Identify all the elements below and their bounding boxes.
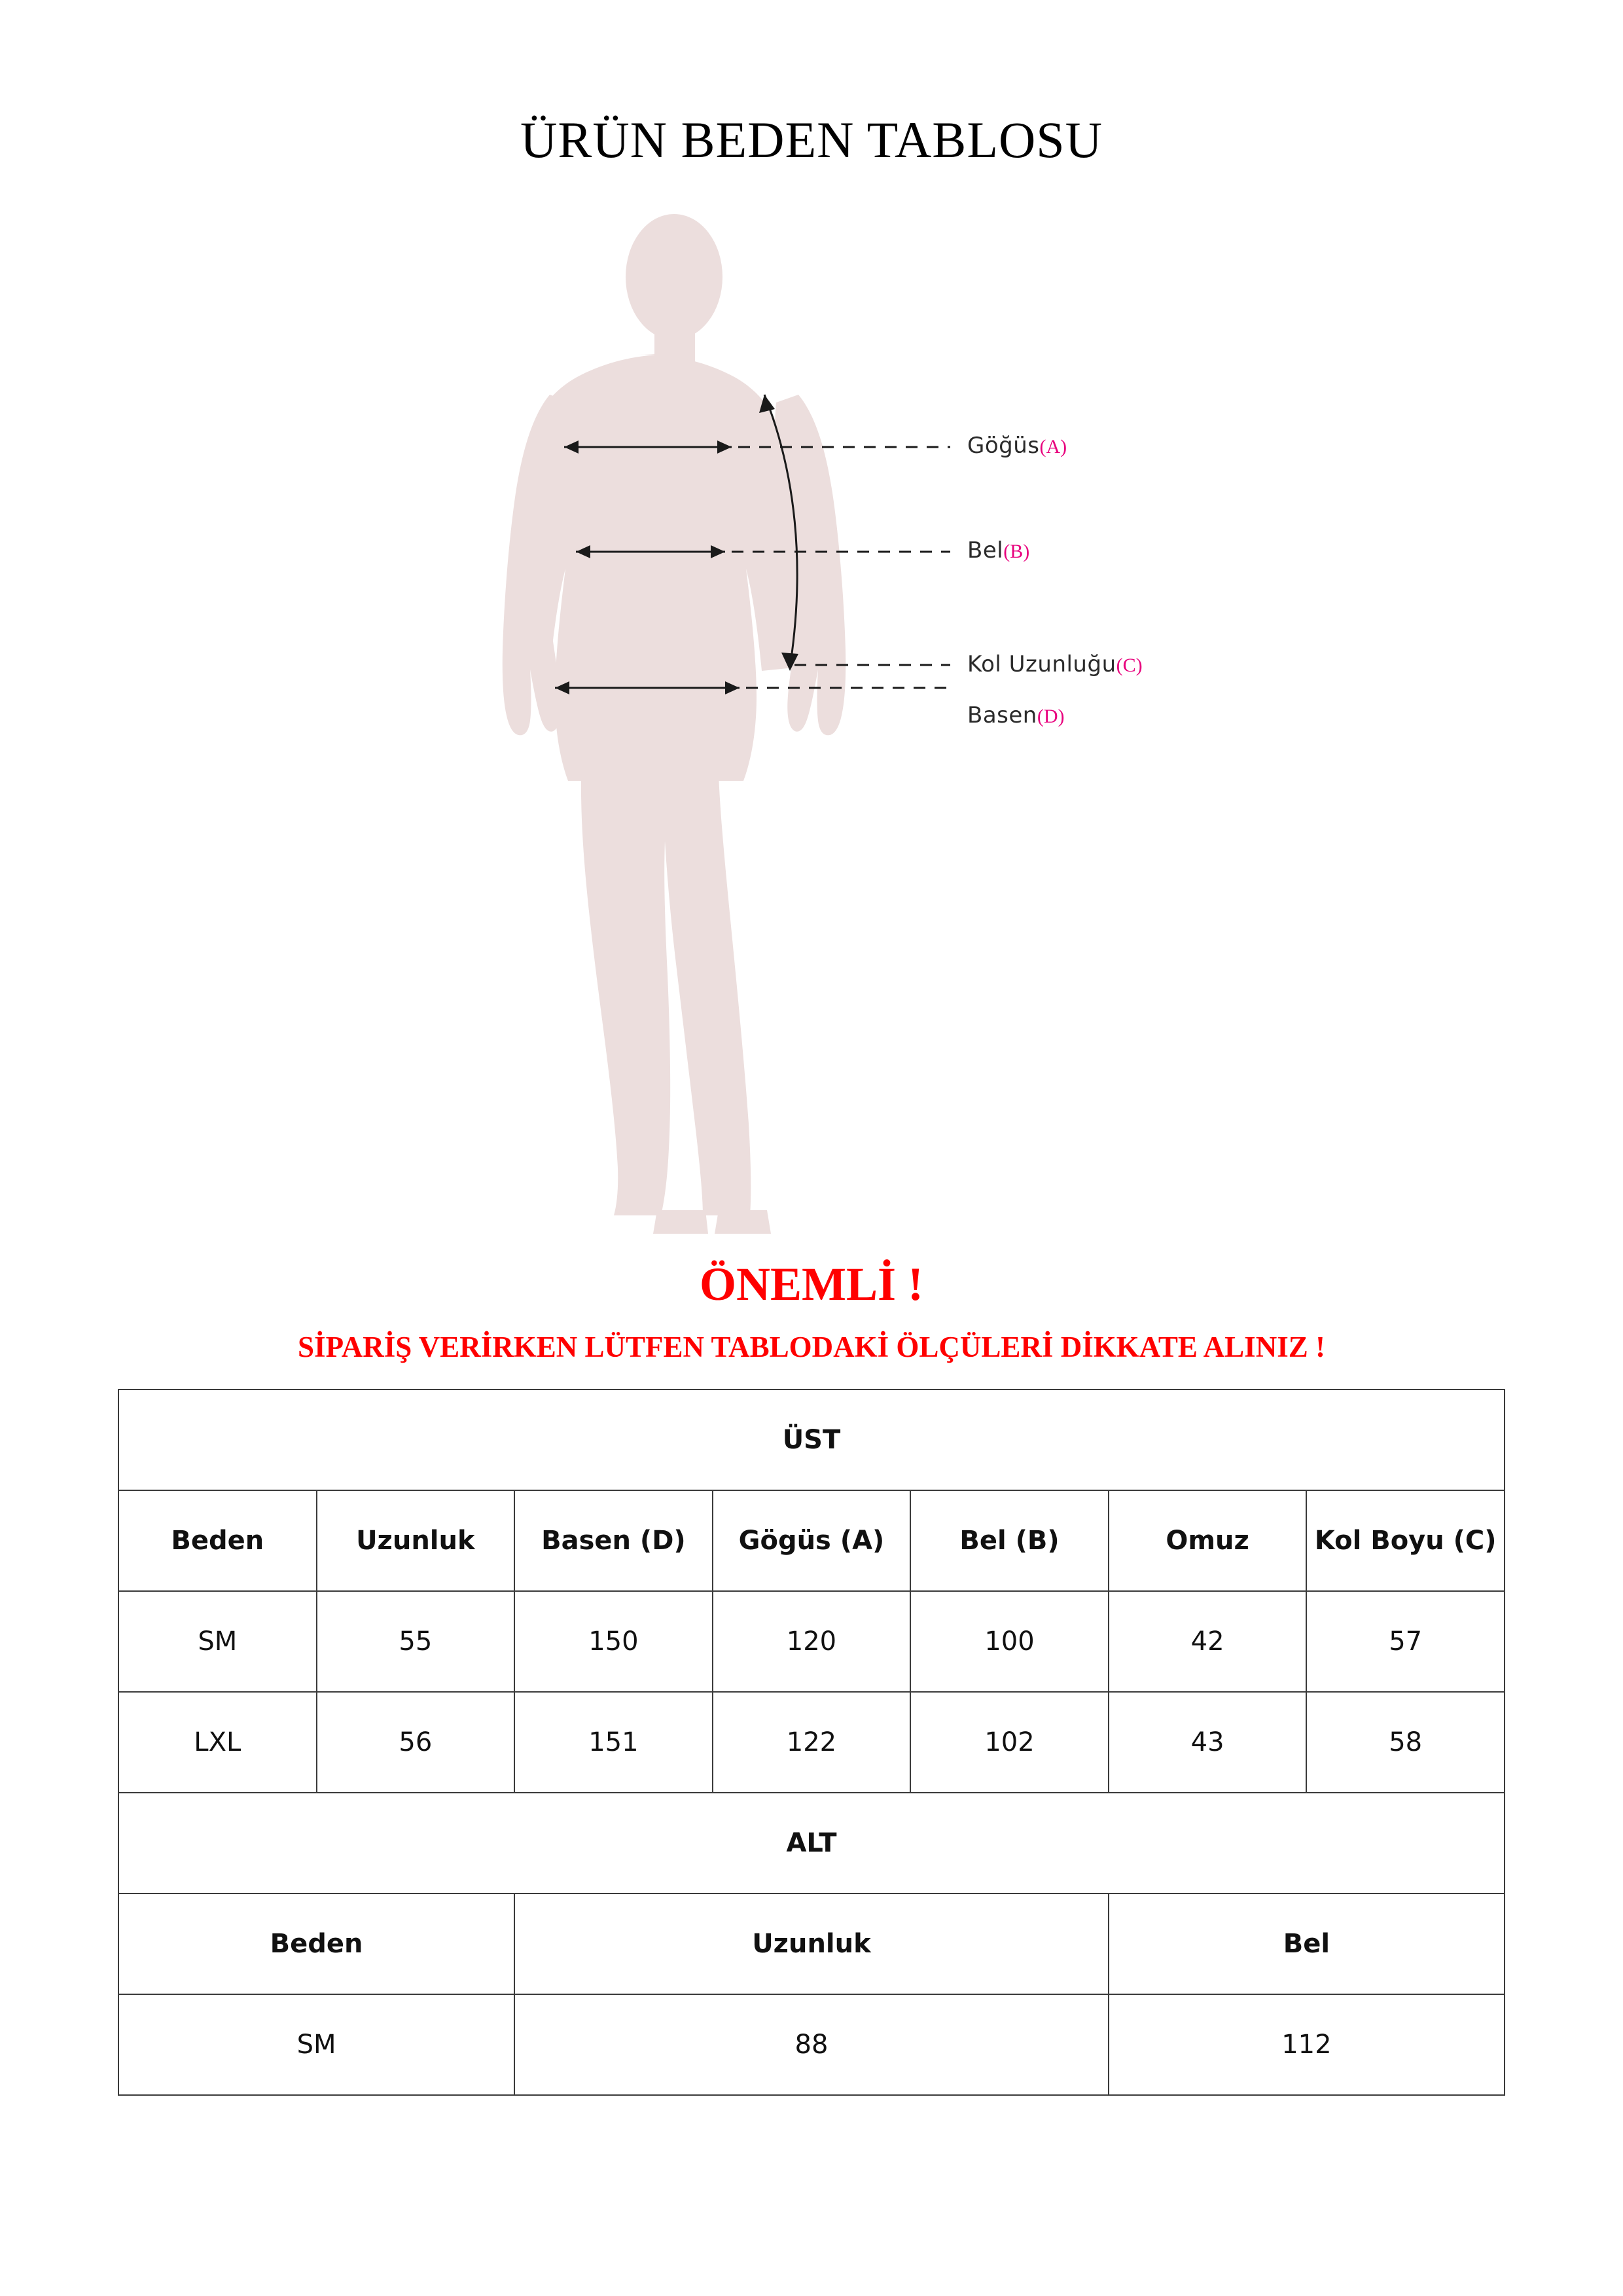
label-hip-text: Basen	[967, 702, 1037, 728]
label-waist-text: Bel	[967, 537, 1004, 564]
cell-upper-0-3: 120	[713, 1591, 911, 1692]
header-lower-bel: Bel	[1109, 1893, 1505, 1994]
header-upper-basen: Basen (D)	[514, 1490, 713, 1591]
header-lower-beden: Beden	[118, 1893, 514, 1994]
cell-upper-1-1: 56	[317, 1692, 515, 1793]
label-waist-code: (B)	[1003, 541, 1030, 562]
label-waist	[967, 537, 1029, 564]
cell-upper-1-0: LXL	[118, 1692, 317, 1793]
header-lower-uzunluk: Uzunluk	[514, 1893, 1109, 1994]
cell-upper-0-2: 150	[514, 1591, 713, 1692]
notice-subheading: SİPARİŞ VERİRKEN LÜTFEN TABLODAKİ ÖLÇÜLERİ DİKKATE ALINIZ !	[298, 1331, 1325, 1364]
table-header-upper	[118, 1490, 1505, 1591]
table-section-upper	[118, 1390, 1505, 1490]
cell-upper-1-5: 43	[1109, 1692, 1307, 1793]
label-sleeve-length	[967, 651, 1143, 677]
table-row	[118, 1994, 1505, 2095]
label-bust-code: (A)	[1039, 436, 1067, 457]
table-section-lower	[118, 1793, 1505, 1893]
page-title: ÜRÜN BEDEN TABLOSU	[520, 111, 1103, 168]
measurement-diagram	[0, 185, 1623, 1246]
header-upper-gogus: Gögüs (A)	[713, 1490, 911, 1591]
table-header-lower	[118, 1893, 1505, 1994]
section-label-lower: ALT	[118, 1793, 1505, 1893]
cell-upper-1-6: 58	[1306, 1692, 1505, 1793]
header-upper-bel: Bel (B)	[910, 1490, 1109, 1591]
cell-upper-0-0: SM	[118, 1591, 317, 1692]
table-row	[118, 1591, 1505, 1692]
label-sleeve-length-code: (C)	[1116, 655, 1143, 676]
header-upper-omuz: Omuz	[1109, 1490, 1307, 1591]
cell-upper-1-3: 122	[713, 1692, 911, 1793]
table-row	[118, 1692, 1505, 1793]
female-body-silhouette-icon	[0, 185, 1623, 1246]
notice-heading: ÖNEMLİ !	[700, 1258, 923, 1310]
label-hip	[967, 702, 1065, 728]
label-hip-code: (D)	[1037, 706, 1065, 727]
important-notice	[0, 1259, 1623, 1364]
cell-upper-0-1: 55	[317, 1591, 515, 1692]
cell-lower-0-2: 112	[1109, 1994, 1505, 2095]
header-upper-uzunluk: Uzunluk	[317, 1490, 515, 1591]
section-label-upper: ÜST	[118, 1390, 1505, 1490]
header-upper-beden: Beden	[118, 1490, 317, 1591]
header-upper-kol-boyu: Kol Boyu (C)	[1306, 1490, 1505, 1591]
cell-upper-1-2: 151	[514, 1692, 713, 1793]
size-table	[118, 1389, 1505, 2096]
cell-upper-0-4: 100	[910, 1591, 1109, 1692]
label-bust	[967, 433, 1067, 459]
cell-lower-0-0: SM	[118, 1994, 514, 2095]
cell-upper-0-5: 42	[1109, 1591, 1307, 1692]
label-bust-text: Göğüs	[967, 433, 1040, 459]
size-table-container	[118, 1389, 1505, 2096]
label-sleeve-length-text: Kol Uzunluğu	[967, 651, 1116, 677]
cell-lower-0-1: 88	[514, 1994, 1109, 2095]
cell-upper-1-4: 102	[910, 1692, 1109, 1793]
cell-upper-0-6: 57	[1306, 1591, 1505, 1692]
